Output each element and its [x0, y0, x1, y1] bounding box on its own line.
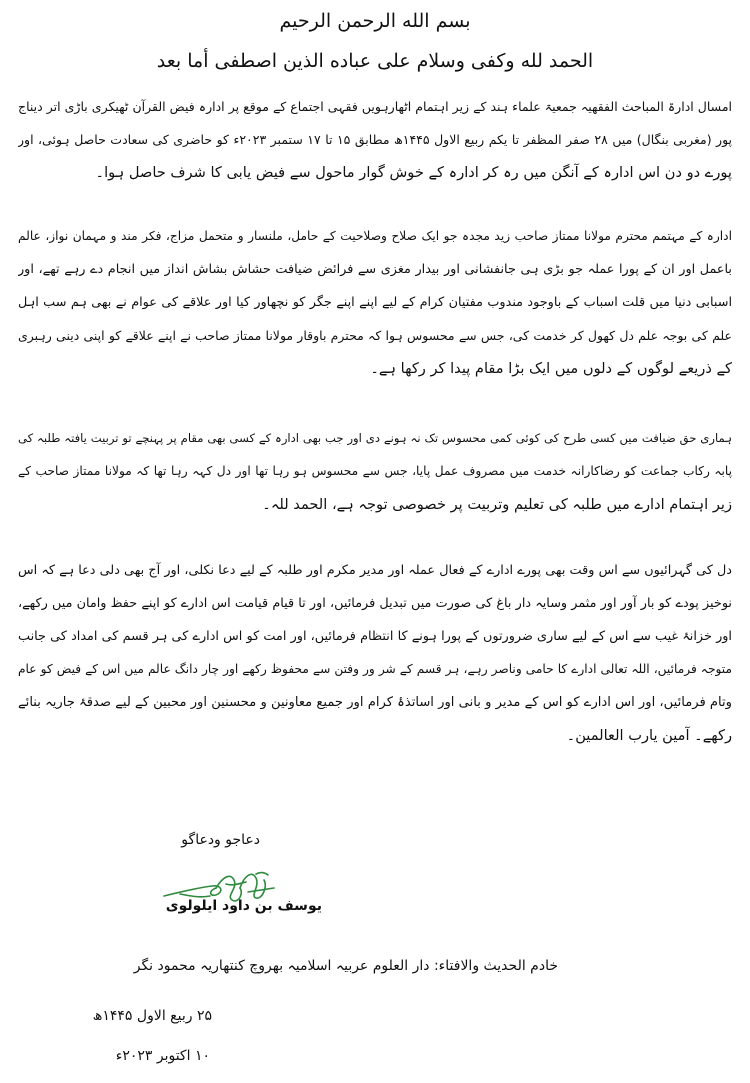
- paragraph-line: پور (مغربی بنگال) میں ۲۸ صفر المظفر تا یکم ربیع الاول ۱۴۴۵ھ مطابق ۱۵ تا ۱۷ ستمبر ۲۰۲۳ء کو حاضری کی سعادت حاصل ہوئی، اور: [18, 132, 732, 147]
- bismillah-heading: بسم الله الرحمن الرحيم: [279, 10, 471, 32]
- paragraph-hospitality: [18, 422, 732, 521]
- paragraph-line: امسال ادارۃ المباحث الفقهیہ جمعیۃ علماء ہند کے زیر اہتمام اٹھارہویں فقہی اجتماع کے موقع پر ادارہ فیض القرآن ٹھیکری باڑی اتر دیناج: [18, 99, 732, 114]
- hijri-date: ۲۵ ربیع الاول ۱۴۴۵ھ: [92, 1008, 212, 1024]
- paragraph-line: پورے دو دن اس ادارہ کے آنگن میں رہ کر ادارہ کے خوش گوار ماحول سے فیض یابی کا شرف حاصل ہوا۔: [95, 164, 732, 181]
- paragraph-line: وتام فرمائیں، اور اس ادارے کو اس کے مدیر و بانی اور اساتذۂ کرام اور جمیع معاونین و محسنین اور محبین کے لیے صدقۂ جاریہ بنائے: [18, 695, 732, 710]
- paragraph-line: نوخیز پودے کو بار آور اور مثمر وسایہ دار باغ کی صورت میں تبدیل فرمائیں، اور تا قیام قیامت اس ادارے کو اپنے حفظ وامان میں رکھے،: [18, 596, 732, 611]
- paragraph-administration: [18, 220, 732, 385]
- paragraph-line: پابہ رکاب جماعت کو رضاکارانہ خدمت میں مصروف عمل پایا، جس سے محسوس ہو رہا تھا اور دل کہہ رہا تھا کہ مولانا ممتاز صاحب کے: [18, 464, 732, 478]
- dua-closing: دعاجو ودعاگو: [181, 832, 260, 848]
- paragraph-line: دل کی گہرائیوں سے اس وقت بھی پورے ادارے کے فعال عملہ اور مدیر مکرم اور طلبہ کے لیے دعا نکلی، اور آج بھی دلی دعا ہے کہ اس: [18, 563, 732, 578]
- paragraph-line: متوجہ فرمائیں، اللہ تعالی ادارے کا حامی وناصر رہے، ہر قسم کے شر ور وفتن سے محفوظ رکھے اور چار دانگ عالم میں اس کے فیض کو عام: [18, 662, 732, 676]
- gregorian-date: ۱۰ اکتوبر ۲۰۲۳ء: [115, 1048, 210, 1064]
- paragraph-line: ہماری حق ضیافت میں کسی طرح کی کوئی کمی محسوس تک نہ ہونے دی اور جب بھی ادارہ کے کسی بھی مقام پر پہنچے تو تربیت یافتہ طلبہ کی: [18, 431, 732, 445]
- paragraph-line: زیر اہتمام ادارے میں طلبہ کی تعلیم وتربیت پر خصوصی توجہ ہے، الحمد للہ۔: [262, 496, 732, 513]
- hamd-heading: الحمد لله وكفى وسلام على عباده الذين اصطفى أما بعد: [156, 50, 594, 72]
- paragraph-line: رکھے۔ آمین یارب العالمین۔: [566, 727, 732, 744]
- paragraph-prayer: [18, 554, 732, 752]
- paragraph-line: باعمل اور ان کے پورا عملہ جو بڑی ہی جانفشانی اور بیدار مغزی سے فرائض ضیافت حشاش بشاش انداز میں انجام دے رہے تھے، اور: [18, 262, 732, 277]
- signatory-title: خادم الحدیث والافتاء: دار العلوم عربیہ اسلامیہ بھروچ کنتھاریہ محمود نگر: [133, 958, 558, 974]
- paragraph-line: اور خزانۂ غیب سے اس کے لیے ساری ضرورتوں کے پورا ہونے کا انتظام فرمائیں، اور امت کو اس ادارے کی ہر قسم کی امداد کی جانب: [18, 629, 732, 644]
- paragraph-line: اسبابی دنیا میں قلت اسباب کے باوجود مندوب مفتیان کرام کے لیے اپنے اپنے جگر کو نچھاور کیا اور علاقے کی عوام نے بھی ہم سب اہل: [18, 295, 732, 310]
- paragraph-line: ادارہ کے مہتمم محترم مولانا ممتاز صاحب زید مجدہ جو ایک صلاح وصلاحیت کے حامل، ملنسار و متحمل مزاج، فکر مند و مہمان نواز، عالم: [18, 229, 732, 243]
- paragraph-visit: [18, 90, 732, 189]
- paragraph-line: کے ذریعے لوگوں کے دلوں میں ایک بڑا مقام پیدا کر رکھا ہے۔: [370, 360, 732, 377]
- paragraph-line: علم کی بوجہ علم دل کھول کر خدمت کی، جس سے محسوس ہوا کہ محترم باوقار مولانا ممتاز صاحب نے اپنے علاقے کو اپنی دینی رہبری: [18, 328, 732, 343]
- signatory-name: یوسف بن داود ایلولوی: [165, 898, 322, 914]
